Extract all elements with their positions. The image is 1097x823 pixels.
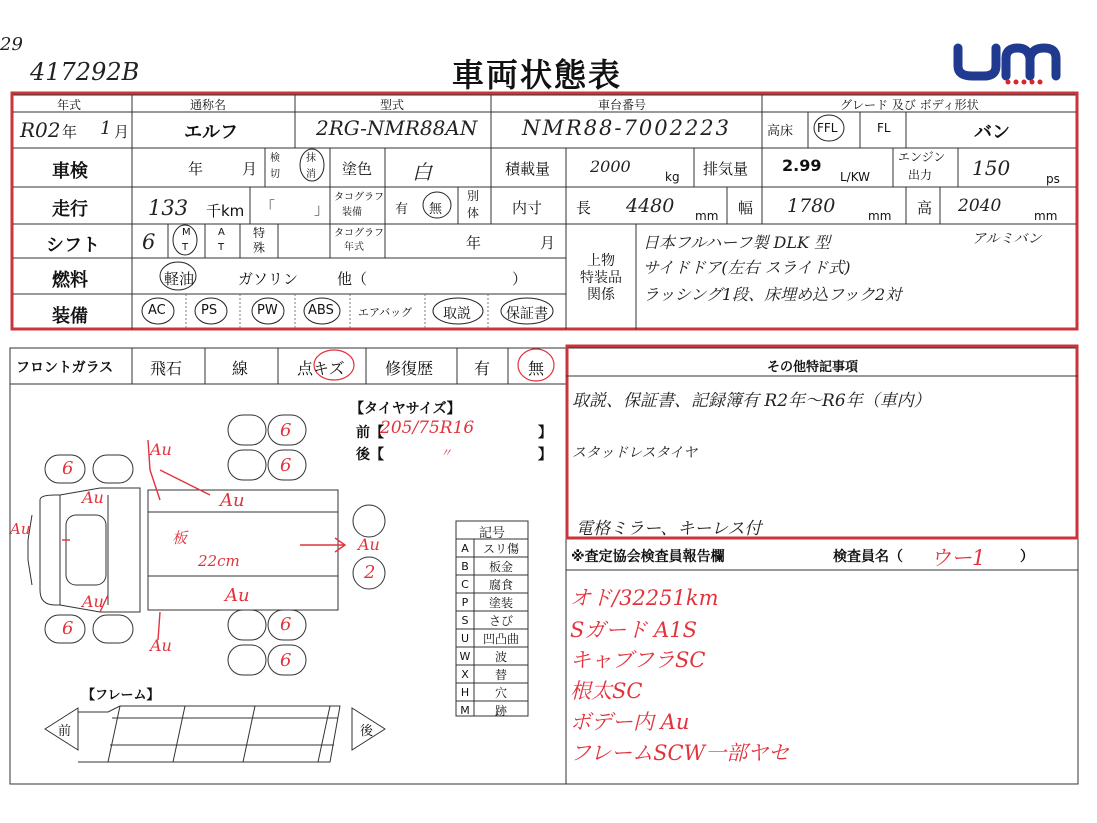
width-label: 幅 [738, 199, 754, 217]
at-top: A [218, 227, 225, 238]
inspector-name-label: 検査員名（ [833, 549, 903, 565]
legend-code: B [461, 560, 469, 573]
displacement-value: 2.99 [782, 156, 822, 175]
tire-title: 【タイヤサイズ】 [350, 401, 461, 417]
inspector-line-1: オド/32251km [570, 586, 719, 610]
legend-code: M [460, 704, 470, 717]
inner-dim-label: 内寸 [512, 199, 543, 217]
equip-hand-1: 日本フルハーフ製 DLK 型 [643, 233, 831, 252]
legend-code: C [461, 578, 469, 591]
fl-option: FL [877, 121, 891, 135]
tire-rear-hand: 〃 [440, 446, 453, 460]
bracket-right: 」 [314, 200, 330, 218]
hdr-grade-body: グレード 及び ボディ形状 [840, 98, 979, 112]
ken-bot: 切 [270, 169, 280, 180]
engine-unit: ps [1046, 172, 1060, 186]
year-hand: R02 [20, 118, 61, 142]
engine-bot: 出力 [908, 168, 933, 182]
inspection-year: 年 [188, 160, 204, 178]
hdr-model-year: 年式 [57, 98, 82, 112]
repair-have: 有 [474, 359, 491, 378]
tire-rear: 後【 [356, 447, 384, 463]
mark-six-5: 6 [280, 614, 292, 635]
row-label-equipment: 装備 [52, 306, 88, 327]
equip-hand-right: アルミバン [972, 231, 1042, 247]
memo-line2: 417292B [30, 58, 140, 86]
legend-desc: 塗装 [488, 596, 513, 610]
windshield-chip: 飛石 [150, 359, 183, 378]
engine-hand: 150 [972, 156, 1011, 180]
engine-top: エンジン [898, 150, 946, 164]
inspector-line-5: ボデー内 Au [570, 710, 690, 734]
hdr-common-name: 通称名 [190, 98, 227, 112]
equip-box-label-2: 特装品 [580, 270, 622, 286]
legend-code: A [461, 542, 469, 555]
row-label-shift: シフト [46, 235, 100, 256]
tacho-have: 有 [395, 202, 409, 217]
row-label-inspection: 車検 [52, 161, 88, 182]
legend-desc: 跡 [494, 704, 507, 718]
special-top: 特 [253, 226, 266, 240]
special-note-3: 電格ミラー、キーレス付 [576, 519, 762, 539]
load-hand: 2000 [590, 157, 631, 176]
tire-front-hand: 205/75R16 [380, 418, 475, 438]
gear-hand: 6 [142, 230, 156, 254]
chassis-hand: NMR88-7002223 [522, 116, 732, 140]
length-unit: mm [695, 209, 719, 223]
special-bot: 殊 [253, 241, 266, 255]
mileage-hand: 133 [148, 196, 189, 220]
mark-au-8: Au [150, 636, 172, 655]
memo-line1: 29 [0, 34, 23, 55]
inspector-line-3: キャブフラSC [570, 648, 706, 672]
high-floor: 高床 [767, 124, 794, 139]
repair-history: 修復歴 [385, 359, 434, 378]
hdr-type: 型式 [380, 98, 405, 112]
tacho-none: 無 [429, 202, 443, 217]
month-unit: 月 [114, 123, 130, 141]
equip-warranty: 保証書 [506, 306, 548, 322]
legend-code: P [461, 596, 469, 609]
legend-code: W [459, 650, 471, 663]
equip-hand-2: サイドドア(左右 スライド式) [643, 258, 851, 277]
mark-six-1: 6 [62, 458, 74, 479]
mark-au-7: Au [82, 592, 104, 611]
height-label: 高 [917, 199, 933, 217]
tire-front: 前【 [356, 425, 384, 441]
mark-two: 2 [364, 562, 376, 583]
equip-box-label-3: 関係 [587, 287, 615, 303]
legend-desc: 凹凸曲 [482, 632, 519, 646]
vehicle-name: エルフ [184, 122, 238, 143]
inspector-line-6: フレームSCW一部ヤセ [570, 741, 790, 765]
legend-desc: 板金 [488, 560, 513, 574]
legend-code: H [460, 686, 470, 699]
massho-bot: 消 [306, 169, 316, 180]
fuel-other: 他（ [337, 270, 368, 288]
frame-label: 【フレーム】 [82, 688, 160, 703]
load-label: 積載量 [505, 160, 551, 178]
massho-top: 抹 [306, 153, 316, 164]
mark-note: 22cm [198, 552, 240, 570]
legend-desc: さび [488, 614, 513, 628]
tire-front-close: 】 [538, 425, 552, 441]
inspector-line-4: 根太SC [570, 679, 643, 703]
windshield-spot: 点キズ [297, 359, 345, 378]
tire-rear-close: 】 [538, 447, 552, 463]
tacho-year-bot: 年式 [344, 242, 364, 253]
mark-six-4: 6 [280, 455, 292, 476]
width-unit: mm [868, 209, 892, 223]
sep-top: 別 [467, 189, 480, 203]
height-hand: 2040 [958, 196, 1002, 216]
mt-bot: T [182, 242, 189, 253]
tacho-bot: 装備 [342, 207, 362, 218]
equip-box-label-1: 上物 [587, 253, 615, 269]
frame-front: 前 [58, 724, 72, 739]
mark-au-3: Au [220, 490, 245, 511]
equip-abs: ABS [308, 303, 334, 318]
equip-pw: PW [257, 303, 278, 318]
mark-six-2: 6 [62, 618, 74, 639]
repair-none: 無 [528, 359, 545, 378]
page-title: 車両状態表 [452, 56, 623, 94]
mark-au-6: Au [225, 585, 250, 606]
ffl-option: FFL [817, 121, 838, 135]
equip-airbag: エアバッグ [358, 306, 413, 319]
equip-manual: 取説 [443, 306, 471, 322]
tacho-year-top: タコグラフ [334, 228, 384, 239]
equip-hand-3: ラッシング1段、床埋め込フック2対 [643, 285, 902, 304]
displacement-label: 排気量 [703, 160, 749, 178]
legend-code: X [461, 668, 469, 681]
at-bot: T [218, 242, 225, 253]
shift-month: 月 [540, 234, 556, 252]
length-label: 長 [576, 199, 592, 217]
width-hand: 1780 [787, 195, 836, 217]
mileage-unit: 千km [206, 202, 245, 220]
displacement-unit: L/KW [840, 170, 871, 184]
mark-au-2: Au [82, 488, 104, 507]
mark-au-1: Au [150, 440, 172, 459]
row-label-fuel: 燃料 [52, 270, 88, 291]
inspector-header: ※査定協会検査員報告欄 [571, 549, 725, 565]
legend-code: U [460, 632, 470, 645]
legend-desc: 穴 [494, 686, 507, 700]
length-hand: 4480 [626, 195, 675, 217]
type-hand: 2RG-NMR88AN [316, 116, 478, 140]
windshield-line: 線 [232, 359, 249, 378]
sep-bot: 体 [467, 206, 480, 220]
equip-ac: AC [148, 303, 166, 318]
legend-desc: 替 [494, 668, 507, 682]
paint-label: 塗色 [342, 160, 373, 178]
legend-desc: 腐食 [488, 578, 513, 592]
inspector-name-close: ） [1020, 549, 1034, 565]
legend-desc: スリ傷 [482, 542, 519, 556]
mark-six-3: 6 [280, 420, 292, 441]
month-hand: 1 [100, 118, 112, 139]
special-notes-header: その他特記事項 [767, 360, 859, 375]
row-label-mileage: 走行 [52, 199, 88, 220]
shift-year: 年 [466, 234, 482, 252]
windshield-label: フロントガラス [16, 360, 114, 376]
mark-au-5: Au [358, 535, 380, 554]
legend-desc: 波 [494, 650, 507, 664]
load-unit: kg [665, 170, 680, 184]
mark-six-6: 6 [280, 650, 292, 671]
legend-title: 記号 [478, 526, 505, 541]
tacho-top: タコグラフ [334, 192, 384, 203]
inspector-line-2: Sガード A1S [570, 618, 697, 642]
year-unit: 年 [62, 123, 78, 141]
inspector-name-hand: ウー1 [930, 546, 986, 570]
mark-itai: 板 [172, 529, 188, 547]
inspection-month: 月 [242, 160, 258, 178]
fuel-diesel: 軽油 [164, 270, 195, 288]
height-unit: mm [1034, 209, 1058, 223]
paint-hand: 白 [412, 160, 432, 184]
fuel-gasoline: ガソリン [238, 270, 299, 288]
frame-rear: 後 [360, 724, 374, 739]
mt-top: M [182, 227, 191, 238]
body-type: バン [974, 122, 1010, 143]
equip-ps: PS [201, 303, 218, 318]
special-note-2: スタッドレスタイヤ [572, 445, 698, 461]
mark-au-4: Au [10, 520, 31, 538]
legend-code: S [461, 614, 469, 627]
fuel-other-close: ） [512, 270, 528, 288]
bracket-left: 「 [260, 198, 276, 216]
special-note-1: 取説、保証書、記録簿有 R2年～R6年（車内） [572, 391, 931, 411]
hdr-chassis: 車台番号 [598, 98, 647, 112]
ken-top: 検 [270, 153, 280, 164]
